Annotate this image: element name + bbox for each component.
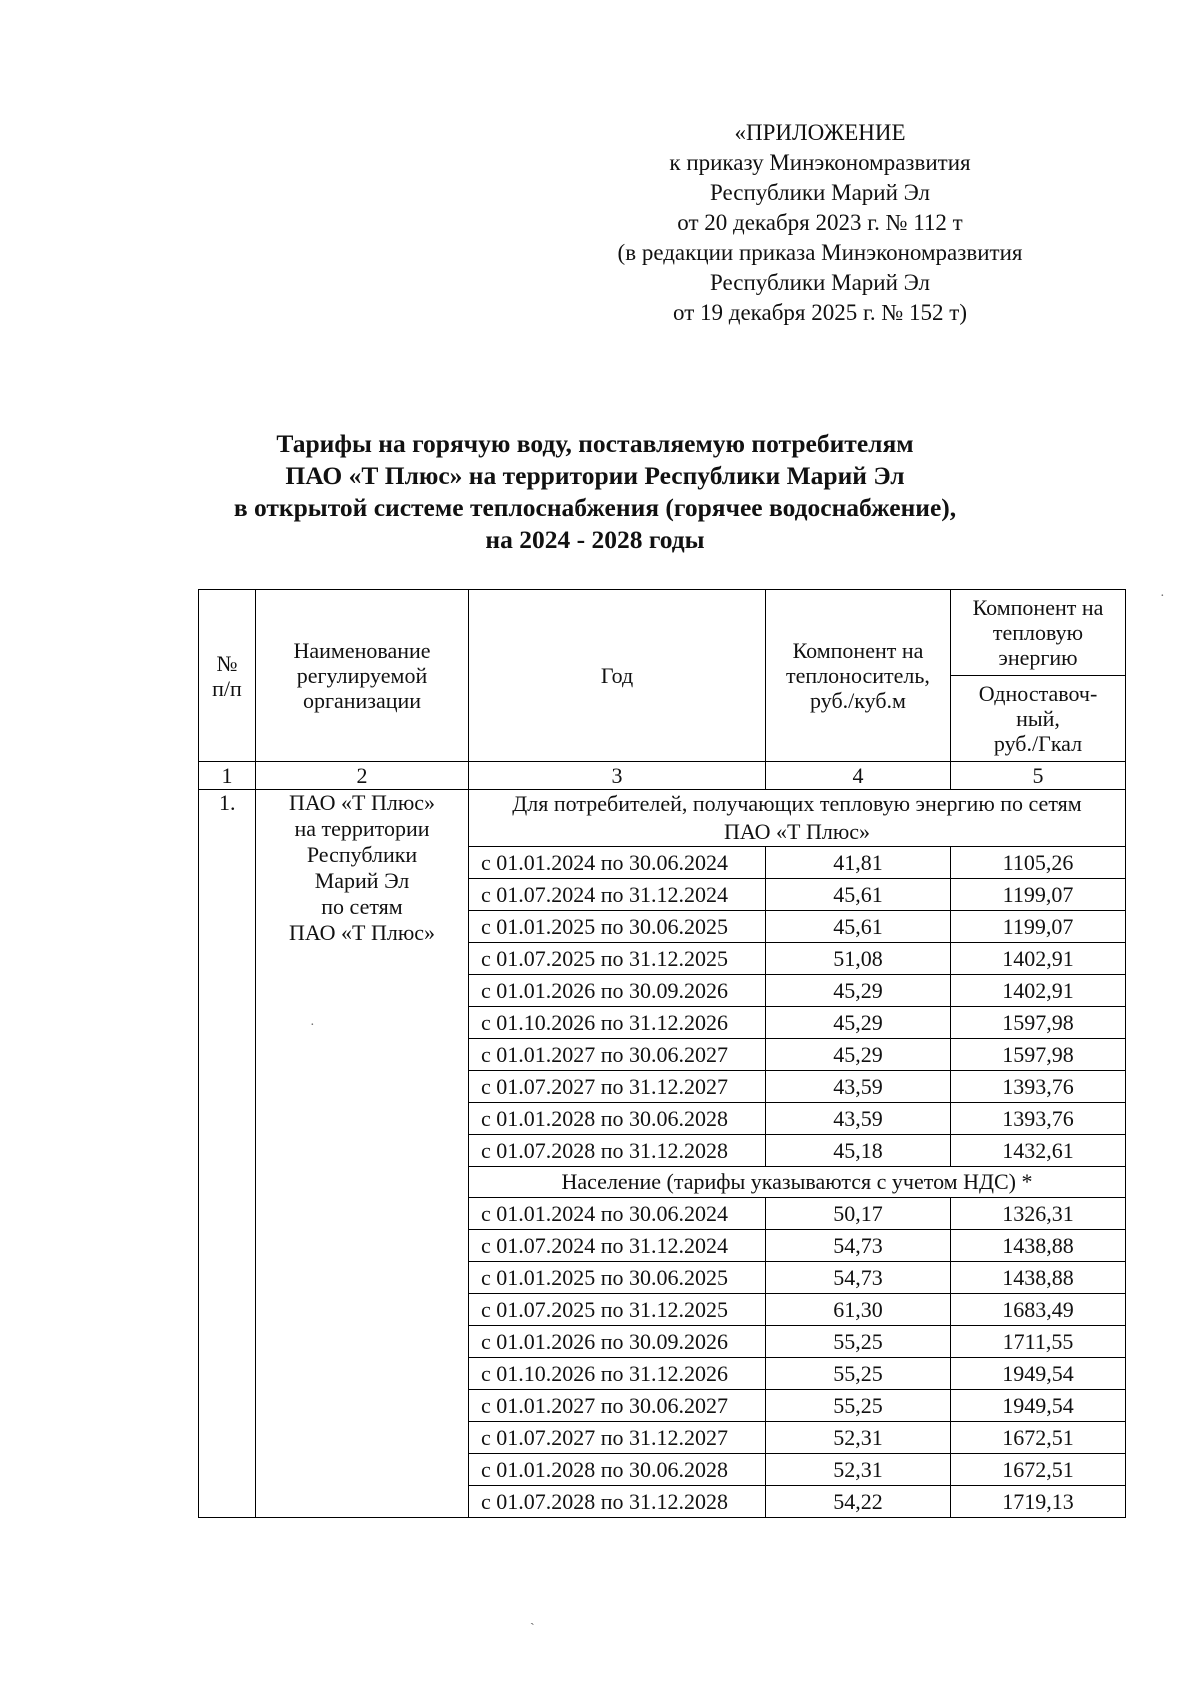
carrier-value-cell: 45,29 [766, 1007, 951, 1039]
carrier-value-cell: 52,31 [766, 1422, 951, 1454]
period-cell: с 01.01.2028 по 30.06.2028 [469, 1454, 766, 1486]
section-heading [469, 1167, 1126, 1198]
scan-speck: ˏ [530, 1611, 535, 1626]
energy-value-cell: 1432,61 [951, 1135, 1126, 1167]
header-energy-line: тепловую [992, 620, 1084, 645]
carrier-value-cell: 51,08 [766, 943, 951, 975]
carrier-value-cell: 45,18 [766, 1135, 951, 1167]
energy-value-cell: 1949,54 [951, 1358, 1126, 1390]
header-number-line: № [216, 650, 238, 676]
tariff-table-body [199, 590, 1126, 1518]
period-cell: с 01.01.2024 по 30.06.2024 [469, 847, 766, 879]
period-cell: с 01.01.2025 по 30.06.2025 [469, 911, 766, 943]
title-line: Тарифы на горячую воду, поставляемую потребителям [276, 429, 914, 458]
energy-value-cell: 1199,07 [951, 879, 1126, 911]
energy-value-cell: 1402,91 [951, 943, 1126, 975]
annex-line: «ПРИЛОЖЕНИЕ [734, 120, 906, 145]
energy-value-cell: 1597,98 [951, 1039, 1126, 1071]
energy-value-cell: 1438,88 [951, 1262, 1126, 1294]
energy-value-cell: 1597,98 [951, 1007, 1126, 1039]
column-number-4: 4 [766, 762, 951, 790]
annex-line: к приказу Минэкономразвития [669, 150, 971, 175]
period-cell: с 01.07.2027 по 31.12.2027 [469, 1071, 766, 1103]
tariff-table [198, 589, 1126, 1518]
column-number-row [199, 762, 1126, 790]
period-cell: с 01.07.2028 по 31.12.2028 [469, 1486, 766, 1518]
header-year: Год [469, 590, 766, 762]
document-title [160, 428, 1030, 556]
period-cell: с 01.01.2027 по 30.06.2027 [469, 1390, 766, 1422]
energy-value-cell: 1683,49 [951, 1294, 1126, 1326]
energy-value-cell: 1393,76 [951, 1103, 1126, 1135]
entry-number: 1. [199, 790, 256, 1518]
column-number-5: 5 [951, 762, 1126, 790]
energy-value-cell: 1672,51 [951, 1422, 1126, 1454]
energy-value-cell: 1672,51 [951, 1454, 1126, 1486]
header-number-line: п/п [212, 675, 242, 701]
header-organization-line: Наименование [293, 638, 431, 663]
period-cell: с 01.07.2027 по 31.12.2027 [469, 1422, 766, 1454]
carrier-value-cell: 45,61 [766, 879, 951, 911]
carrier-value-cell: 55,25 [766, 1326, 951, 1358]
carrier-value-cell: 54,73 [766, 1262, 951, 1294]
header-carrier-line: теплоноситель, [786, 663, 930, 688]
header-carrier-line: руб./куб.м [810, 688, 906, 713]
header-energy-component [951, 590, 1126, 676]
energy-value-cell: 1949,54 [951, 1390, 1126, 1422]
period-cell: с 01.01.2027 по 30.06.2027 [469, 1039, 766, 1071]
annex-line: (в редакции приказа Минэкономразвития [617, 240, 1023, 265]
carrier-value-cell: 41,81 [766, 847, 951, 879]
entry-organization [256, 790, 469, 1518]
energy-value-cell: 1438,88 [951, 1230, 1126, 1262]
section-heading [469, 790, 1126, 847]
energy-value-cell: 1402,91 [951, 975, 1126, 1007]
carrier-value-cell: 43,59 [766, 1103, 951, 1135]
carrier-value-cell: 50,17 [766, 1198, 951, 1230]
period-cell: с 01.01.2028 по 30.06.2028 [469, 1103, 766, 1135]
energy-value-cell: 1719,13 [951, 1486, 1126, 1518]
header-carrier-line: Компонент на [792, 638, 924, 663]
section-heading-line: Для потребителей, получающих тепловую энергию по сетям [512, 791, 1082, 816]
period-cell: с 01.07.2028 по 31.12.2028 [469, 1135, 766, 1167]
scan-speck: · [1160, 589, 1165, 604]
period-cell: с 01.01.2026 по 30.09.2026 [469, 975, 766, 1007]
section-heading-line: ПАО «Т Плюс» [723, 819, 871, 844]
carrier-value-cell: 45,29 [766, 975, 951, 1007]
carrier-value-cell: 55,25 [766, 1358, 951, 1390]
title-line: в открытой системе теплоснабжения (горячее водоснабжение), [233, 493, 957, 522]
energy-value-cell: 1326,31 [951, 1198, 1126, 1230]
period-cell: с 01.07.2025 по 31.12.2025 [469, 943, 766, 975]
header-single-rate-line: Одноставоч- [978, 681, 1098, 706]
title-line: на 2024 - 2028 годы [485, 525, 705, 554]
energy-value-cell: 1105,26 [951, 847, 1126, 879]
header-number [199, 590, 256, 762]
header-single-rate-line: ный, [1016, 706, 1060, 731]
header-organization-line: организации [302, 688, 422, 713]
period-cell: с 01.07.2024 по 31.12.2024 [469, 879, 766, 911]
annex-line: от 19 декабря 2025 г. № 152 т) [673, 300, 967, 325]
carrier-value-cell: 54,73 [766, 1230, 951, 1262]
period-cell: с 01.01.2024 по 30.06.2024 [469, 1198, 766, 1230]
column-number-1: 1 [199, 762, 256, 790]
header-row [199, 590, 1126, 676]
carrier-value-cell: 54,22 [766, 1486, 951, 1518]
header-energy-line: Компонент на [972, 595, 1104, 620]
entry-organization-line: на территории [294, 816, 430, 841]
header-carrier-component [766, 590, 951, 762]
annex-header [560, 118, 1080, 328]
entry-organization-line: ПАО «Т Плюс» [288, 790, 436, 815]
section-heading-row [199, 790, 1126, 847]
period-cell: с 01.10.2026 по 31.12.2026 [469, 1007, 766, 1039]
annex-line: Республики Марий Эл [709, 180, 931, 205]
entry-organization-line: Республики [306, 842, 418, 867]
header-organization [256, 590, 469, 762]
entry-organization-line: Марий Эл [314, 868, 410, 893]
column-number-3: 3 [469, 762, 766, 790]
header-single-rate [951, 676, 1126, 762]
period-cell: с 01.10.2026 по 31.12.2026 [469, 1358, 766, 1390]
carrier-value-cell: 45,61 [766, 911, 951, 943]
section-heading-line: Население (тарифы указываются с учетом НДС) * [561, 1169, 1033, 1194]
entry-organization-line: по сетям [321, 894, 403, 919]
carrier-value-cell: 43,59 [766, 1071, 951, 1103]
energy-value-cell: 1199,07 [951, 911, 1126, 943]
carrier-value-cell: 61,30 [766, 1294, 951, 1326]
header-organization-line: регулируемой [296, 663, 428, 688]
period-cell: с 01.01.2026 по 30.09.2026 [469, 1326, 766, 1358]
annex-line: от 20 декабря 2023 г. № 112 т [677, 210, 963, 235]
carrier-value-cell: 45,29 [766, 1039, 951, 1071]
period-cell: с 01.07.2025 по 31.12.2025 [469, 1294, 766, 1326]
energy-value-cell: 1393,76 [951, 1071, 1126, 1103]
column-number-2: 2 [256, 762, 469, 790]
period-cell: с 01.01.2025 по 30.06.2025 [469, 1262, 766, 1294]
energy-value-cell: 1711,55 [951, 1326, 1126, 1358]
annex-line: Республики Марий Эл [709, 270, 931, 295]
header-single-rate-line: руб./Гкал [993, 731, 1083, 756]
carrier-value-cell: 52,31 [766, 1454, 951, 1486]
title-line: ПАО «Т Плюс» на территории Республики Марий Эл [285, 461, 905, 490]
entry-organization-line: ПАО «Т Плюс» [288, 920, 436, 945]
header-energy-line: энергию [998, 645, 1078, 670]
scan-speck: · [310, 1018, 315, 1033]
carrier-value-cell: 55,25 [766, 1390, 951, 1422]
period-cell: с 01.07.2024 по 31.12.2024 [469, 1230, 766, 1262]
